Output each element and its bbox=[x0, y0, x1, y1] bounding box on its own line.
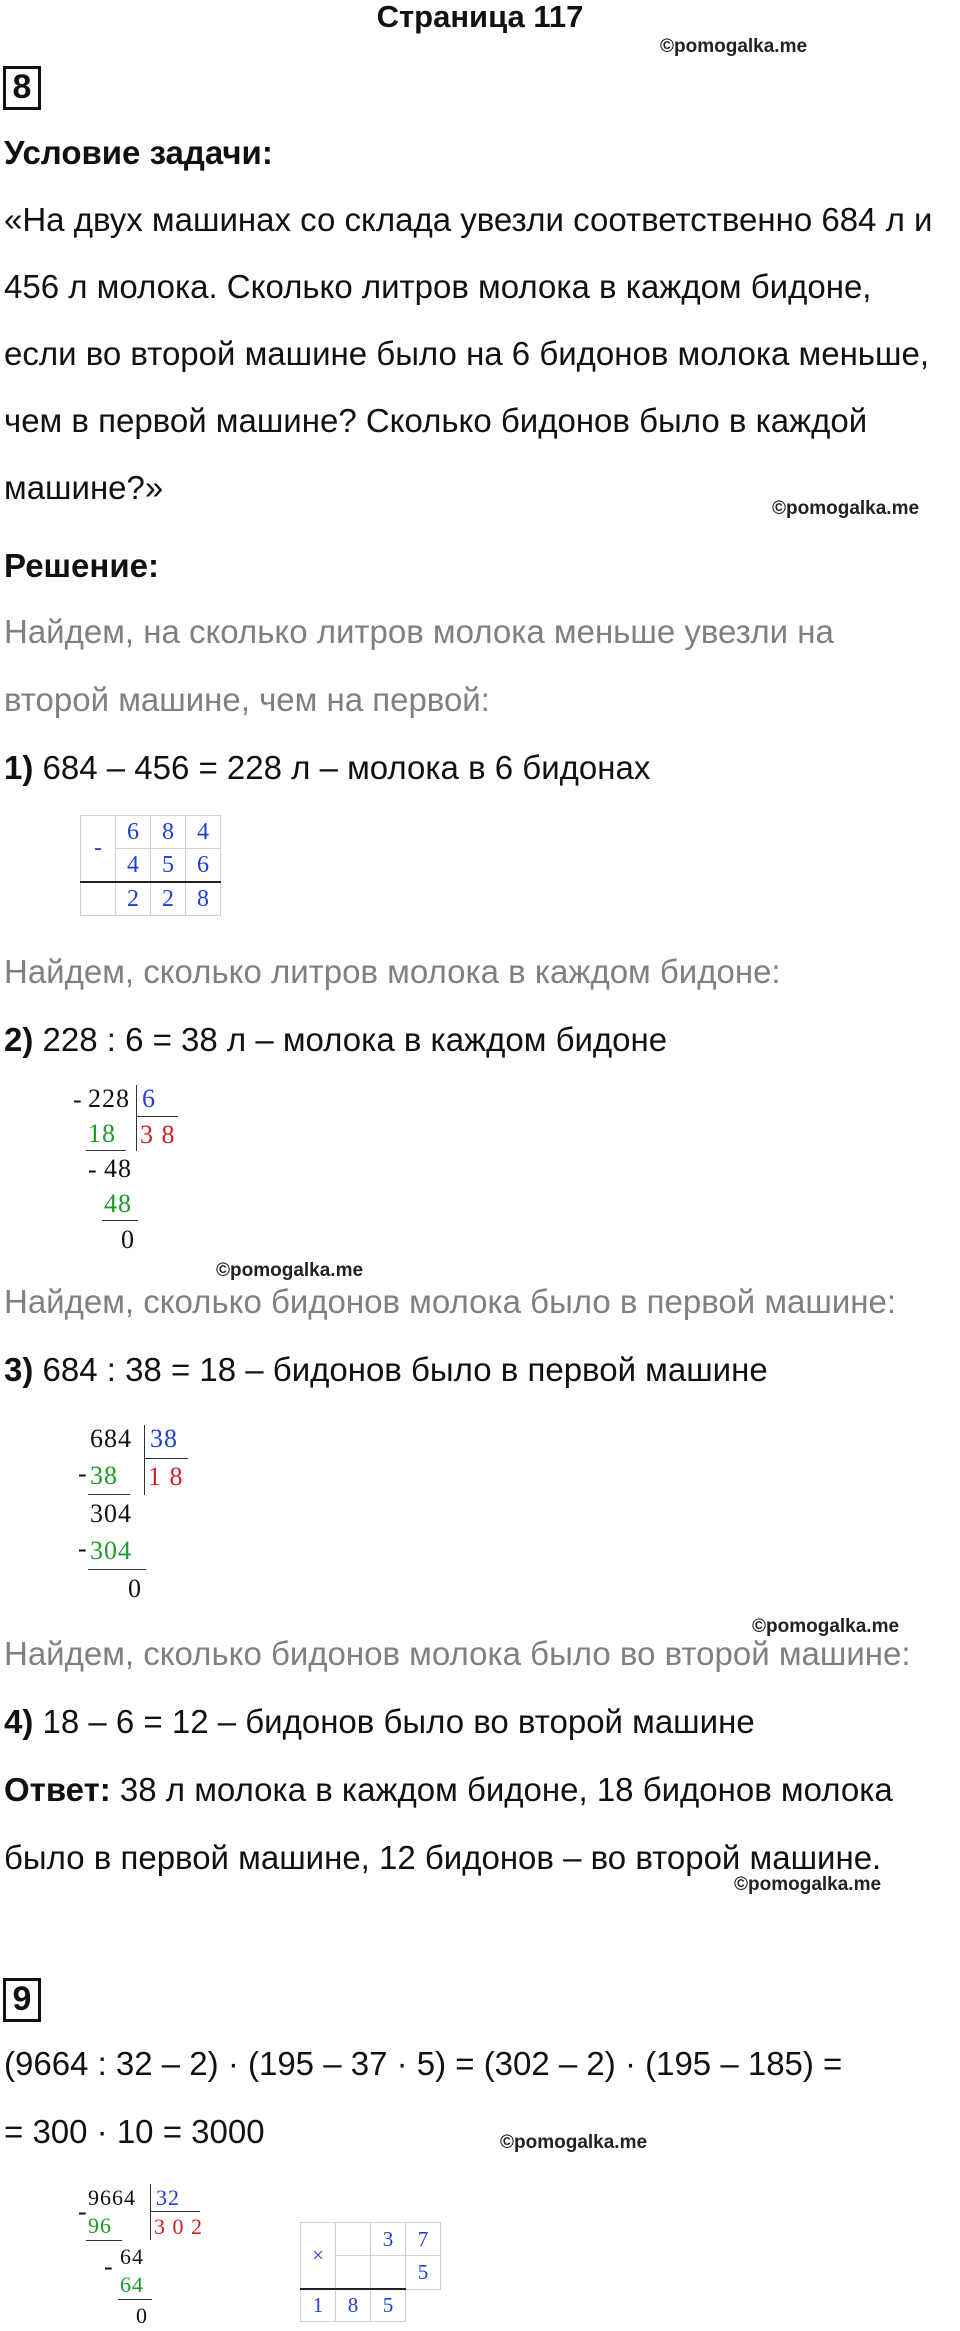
grid-cell: 2 bbox=[151, 882, 186, 916]
division-minus: - bbox=[73, 1085, 83, 1114]
condition-line: машине?» bbox=[4, 469, 164, 506]
grid-cell bbox=[336, 2256, 371, 2290]
grid-cell: 2 bbox=[116, 882, 151, 916]
grid-cell: 5 bbox=[371, 2289, 406, 2322]
grid-cell: 4 bbox=[116, 849, 151, 883]
quotient: 1 8 bbox=[148, 1462, 184, 1491]
watermark: ©pomogalka.me bbox=[660, 36, 808, 57]
task-number-9: 9 bbox=[3, 1978, 41, 2022]
watermark: ©pomogalka.me bbox=[772, 498, 920, 519]
watermark: ©pomogalka.me bbox=[216, 1260, 364, 1281]
minus-sign: - bbox=[81, 816, 116, 883]
condition-line: «На двух машинах со склада увезли соответственно 684 л и bbox=[4, 201, 933, 238]
divisor: 32 bbox=[156, 2185, 180, 2210]
grid-cell: 6 bbox=[186, 849, 221, 883]
condition-line: если во второй машине было на 6 бидонов молока меньше, bbox=[4, 335, 929, 372]
remainder: 0 bbox=[121, 1225, 135, 1254]
division-minus: - bbox=[78, 1459, 88, 1488]
remainder-step: 48 bbox=[104, 1154, 132, 1183]
grid-cell: 8 bbox=[151, 816, 186, 849]
answer-line: Ответ: 38 л молока в каждом бидоне, 18 бидонов молока bbox=[4, 1771, 893, 1808]
partial-product: 96 bbox=[88, 2213, 112, 2238]
remainder: 0 bbox=[136, 2303, 148, 2328]
answer-line: было в первой машине, 12 бидонов – во второй машине. bbox=[4, 1839, 882, 1876]
dividend: 9664 bbox=[88, 2185, 136, 2210]
grid-cell bbox=[336, 2223, 371, 2256]
remainder: 0 bbox=[128, 1574, 142, 1603]
grid-cell: 4 bbox=[186, 816, 221, 849]
step-4: 4) 18 – 6 = 12 – бидонов было во второй машине bbox=[4, 1703, 755, 1740]
expression-line: = 300 · 10 = 3000 bbox=[4, 2113, 265, 2150]
watermark: ©pomogalka.me bbox=[752, 1616, 900, 1637]
grid-cell: 5 bbox=[151, 849, 186, 883]
divisor: 6 bbox=[142, 1084, 156, 1113]
grid-cell: 5 bbox=[406, 2256, 441, 2290]
subtraction-grid bbox=[80, 815, 221, 916]
watermark: ©pomogalka.me bbox=[500, 2132, 648, 2153]
division-minus: - bbox=[104, 2252, 114, 2281]
grid-cell: 8 bbox=[336, 2289, 371, 2322]
step-2: 2) 228 : 6 = 38 л – молока в каждом бидоне bbox=[4, 1021, 668, 1058]
division-minus: - bbox=[78, 1534, 88, 1563]
partial-product: 38 bbox=[90, 1461, 118, 1490]
partial-product: 64 bbox=[120, 2272, 144, 2297]
task-number-8: 8 bbox=[3, 66, 41, 110]
division-minus: - bbox=[88, 1155, 98, 1184]
multiply-sign: × bbox=[301, 2223, 336, 2290]
step-1: 1) 684 – 456 = 228 л – молока в 6 бидонах bbox=[4, 749, 651, 786]
step-3: 3) 684 : 38 = 18 – бидонов было в первой машине bbox=[4, 1351, 768, 1388]
division-minus: - bbox=[78, 2197, 88, 2226]
hint-line: Найдем, сколько литров молока в каждом бидоне: bbox=[4, 953, 781, 990]
hint-line: Найдем, сколько бидонов молока было во второй машине: bbox=[4, 1635, 911, 1672]
grid-cell: 7 bbox=[406, 2223, 441, 2256]
grid-cell bbox=[371, 2256, 406, 2290]
partial-product: 18 bbox=[88, 1119, 116, 1148]
expression-line: (9664 : 32 – 2) · (195 – 37 · 5) = (302 – 2) · (195 – 185) = bbox=[4, 2045, 843, 2082]
multiplication-grid bbox=[300, 2222, 441, 2322]
grid-cell: 1 bbox=[301, 2289, 336, 2322]
grid-cell: 8 bbox=[186, 882, 221, 916]
grid-cell: 3 bbox=[371, 2223, 406, 2256]
divisor: 38 bbox=[150, 1424, 178, 1453]
quotient: 3 8 bbox=[140, 1120, 176, 1149]
watermark: ©pomogalka.me bbox=[734, 1874, 882, 1895]
condition-line: чем в первой машине? Сколько бидонов было в каждой bbox=[4, 402, 868, 439]
condition-line: 456 л молока. Сколько литров молока в каждом бидоне, bbox=[4, 268, 872, 305]
partial-product: 48 bbox=[104, 1189, 132, 1218]
dividend: 228 bbox=[88, 1084, 130, 1113]
condition-label: Условие задачи: bbox=[4, 134, 273, 171]
grid-cell: 6 bbox=[116, 816, 151, 849]
page-title: Страница 117 bbox=[376, 0, 584, 34]
hint-line: Найдем, на сколько литров молока меньше увезли на bbox=[4, 613, 834, 650]
hint-line: Найдем, сколько бидонов молока было в первой машине: bbox=[4, 1283, 897, 1320]
solution-label: Решение: bbox=[4, 547, 159, 584]
quotient: 3 0 2 bbox=[154, 2214, 203, 2239]
remainder-step: 64 bbox=[120, 2244, 144, 2269]
answer-label: Ответ: bbox=[4, 1771, 111, 1808]
hint-line: второй машине, чем на первой: bbox=[4, 681, 490, 718]
partial-product: 304 bbox=[90, 1536, 132, 1565]
remainder-step: 304 bbox=[90, 1499, 132, 1528]
dividend: 684 bbox=[90, 1424, 132, 1453]
